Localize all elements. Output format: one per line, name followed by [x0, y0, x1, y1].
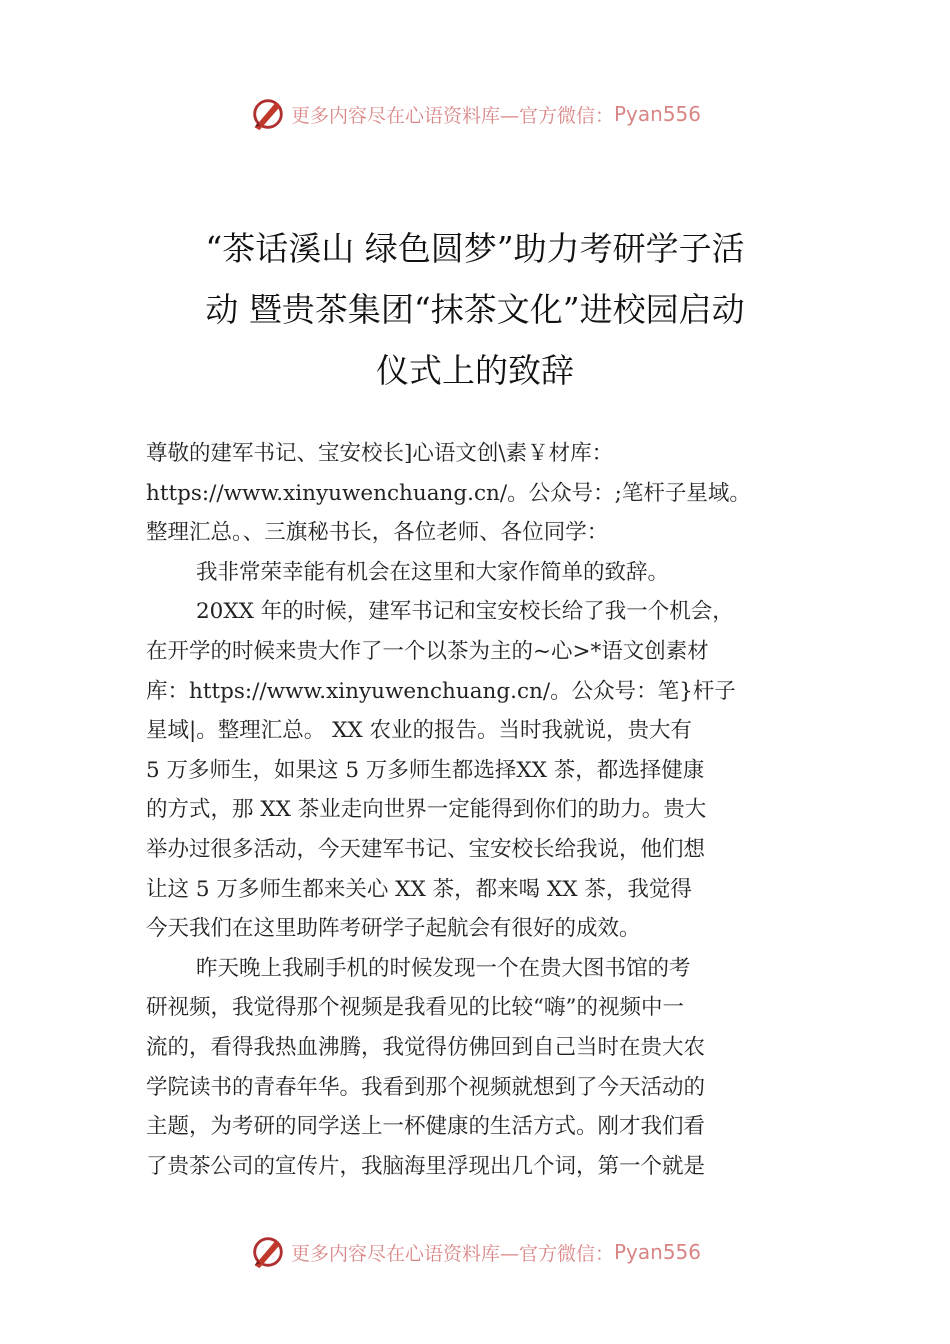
title-line: 仪式上的致辞	[376, 351, 574, 390]
pen-logo-icon	[249, 95, 287, 133]
body-line: 我非常荣幸能有机会在这里和大家作简单的致辞。	[196, 559, 670, 585]
body-line: 学院读书的青春年华。我看到那个视频就想到了今天活动的	[146, 1074, 706, 1100]
banner-account: Pyan556	[614, 1240, 702, 1264]
body-line: 库：https://www.xinyuwenchuang.cn/。公众号：笔}杆子	[146, 678, 736, 704]
banner-text: 更多内容尽在心语资料库—官方微信：	[290, 104, 614, 127]
footer-banner	[0, 1232, 950, 1272]
title-line: “茶话溪山 绿色圆梦”助力考研学子活	[205, 229, 745, 268]
body-line: 研视频，我觉得那个视频是我看见的比较“嗨”的视频中一	[146, 995, 684, 1021]
banner-text: 更多内容尽在心语资料库—官方微信：	[290, 1242, 614, 1265]
title-line: 动 暨贵茶集团“抹茶文化”进校园启动	[205, 290, 745, 329]
body-line: 星域|。整理汇总。 XX 农业的报告。当时我就说，贵大有	[146, 718, 693, 744]
body-line: 今天我们在这里助阵考研学子起航会有很好的成效。	[146, 916, 641, 942]
body-line: 主题，为考研的同学送上一杯健康的生活方式。刚才我们看	[146, 1114, 706, 1140]
body-line: 流的，看得我热血沸腾，我觉得仿佛回到自己当时在贵大农	[146, 1034, 706, 1060]
document-title	[120, 218, 830, 401]
body-line: 举办过很多活动，今天建军书记、宝安校长给我说，他们想	[146, 836, 706, 862]
body-line: 20XX 年的时候，建军书记和宝安校长给了我一个机会，	[196, 599, 734, 625]
body-line: 尊敬的建军书记、宝安校长]心语文创\素￥材库：	[146, 441, 614, 466]
body-line: 的方式，那 XX 茶业走向世界一定能得到你们的助力。贵大	[146, 797, 707, 823]
body-line: 了贵茶公司的宣传片，我脑海里浮现出几个词，第一个就是	[146, 1153, 706, 1179]
banner-account: Pyan556	[614, 102, 702, 126]
body-line: 让这 5 万多师生都来关心 XX 茶，都来喝 XX 茶，我觉得	[146, 876, 692, 902]
pen-logo-icon	[249, 1233, 287, 1271]
document-body	[146, 434, 816, 1186]
body-line: 在开学的时候来贵大作了一个以茶为主的~心>*语文创素材	[146, 638, 709, 664]
body-line: 昨天晚上我刷手机的时候发现一个在贵大图书馆的考	[196, 955, 691, 981]
body-line: 5 万多师生，如果这 5 万多师生都选择XX 茶，都选择健康	[146, 757, 705, 783]
body-line: 整理汇总。、三旗秘书长，各位老师、各位同学：	[146, 520, 609, 546]
body-line: https://www.xinyuwenchuang.cn/。公众号：;笔杆子星域。	[146, 480, 751, 506]
header-banner	[0, 94, 950, 134]
